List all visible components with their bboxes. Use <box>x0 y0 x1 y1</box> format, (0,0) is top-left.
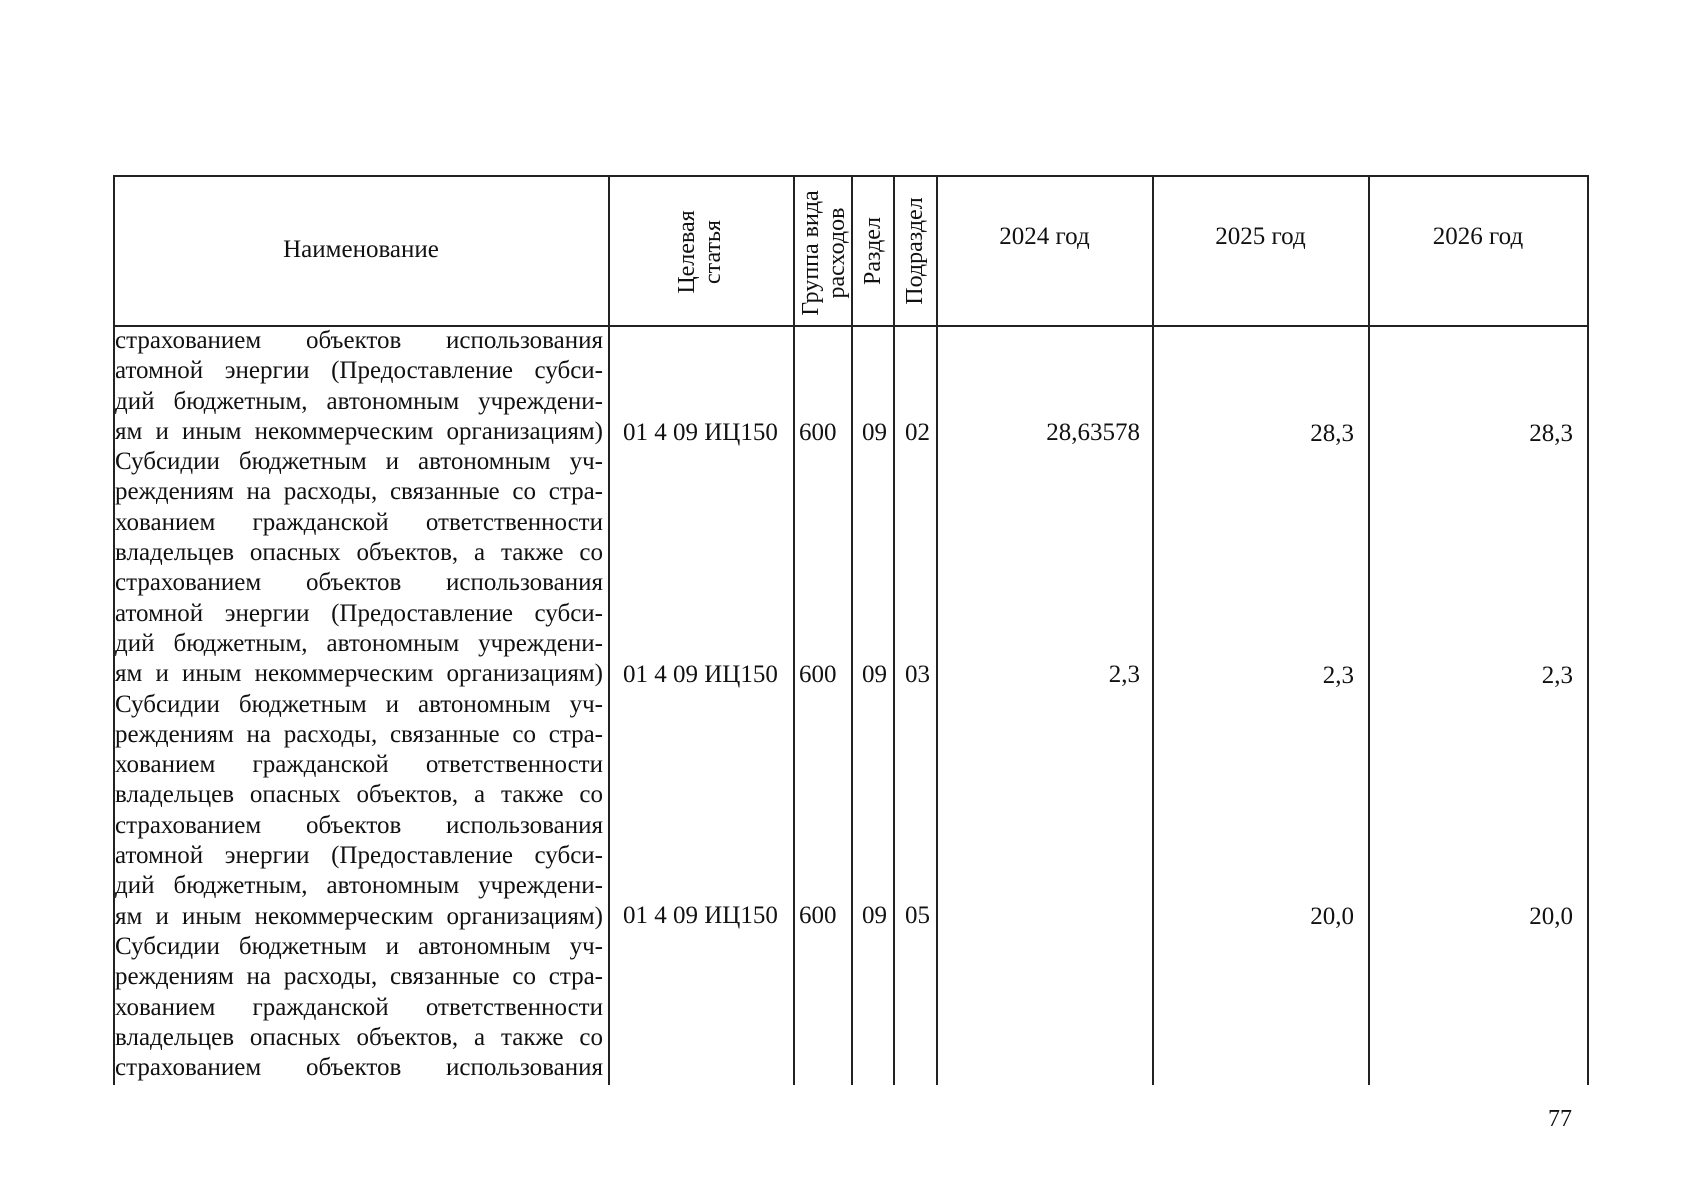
header-2024 <box>937 222 1152 252</box>
name-line: хованием гражданской ответственности <box>115 993 603 1021</box>
header-expense-group <box>796 179 852 327</box>
name-line: Субсидии бюджетным и автономным уч- <box>115 448 603 476</box>
row3-group: 600 <box>799 902 837 929</box>
name-line: страхованием объектов использования <box>115 811 603 839</box>
row2-section: 09 <box>862 661 887 688</box>
row2-2024: 2,3 <box>1108 661 1140 688</box>
name-line: Субсидии бюджетным и автономным уч- <box>115 932 603 960</box>
name-line: страхованием объектов использования <box>115 327 603 354</box>
col-border-right <box>1587 175 1589 1085</box>
name-line: ям и иным некоммерческим организациям) <box>115 902 603 930</box>
page-number: 77 <box>1548 1106 1572 1132</box>
name-line: страхованием объектов использования <box>115 569 603 597</box>
col-border-section <box>893 175 895 1085</box>
row3-target: 01 4 09 ИЦ150 <box>623 902 778 929</box>
header-2026-text: 2026 год <box>1432 223 1524 250</box>
name-line: реждениям на расходы, связанные со стра- <box>115 720 603 748</box>
name-line: владельцев опасных объектов, а также со <box>115 539 603 567</box>
row1-2024: 28,63578 <box>1046 419 1140 446</box>
name-line: дий бюджетным, автономным учреждени- <box>115 872 603 900</box>
row3-section: 09 <box>862 902 887 929</box>
header-section-text: Раздел <box>860 217 886 285</box>
row1-2026: 28,3 <box>1529 420 1573 447</box>
row1-group: 600 <box>799 419 837 446</box>
name-line: реждениям на расходы, связанные со стра- <box>115 963 603 991</box>
name-line: хованием гражданской ответственности <box>115 751 603 779</box>
header-group-line1: Группа вида <box>798 190 824 316</box>
name-line: ям и иным некоммерческим организациям) <box>115 660 603 688</box>
row1-subsection: 02 <box>905 419 930 446</box>
header-target-line1: Целевая <box>674 210 700 294</box>
header-target-article <box>672 178 728 326</box>
name-line: владельцев опасных объектов, а также со <box>115 781 603 809</box>
name-line: страхованием объектов использования <box>115 1054 603 1082</box>
row2-target: 01 4 09 ИЦ150 <box>623 661 778 688</box>
header-2026 <box>1369 222 1587 252</box>
header-2025-text: 2025 год <box>1215 223 1306 250</box>
header-name-text: Наименование <box>283 236 439 263</box>
col-border-2024 <box>1152 175 1154 1085</box>
header-group-line2: расходов <box>824 207 850 299</box>
row3-subsection: 05 <box>905 902 930 929</box>
name-column-text <box>115 326 603 1083</box>
col-border-subsection <box>936 175 938 1085</box>
row2-subsection: 03 <box>905 661 930 688</box>
header-2025 <box>1153 222 1368 252</box>
row1-2025: 28,3 <box>1310 420 1354 447</box>
name-line: реждениям на расходы, связанные со стра- <box>115 478 603 506</box>
row2-group: 600 <box>799 661 837 688</box>
col-border-name <box>608 175 610 1085</box>
name-line: атомной энергии (Предоставление субси- <box>115 599 603 627</box>
name-line: Субсидии бюджетным и автономным уч- <box>115 690 603 718</box>
row3-2025: 20,0 <box>1310 903 1354 930</box>
header-subsection-text: Подраздел <box>902 197 928 305</box>
header-target-line2: статья <box>700 220 726 284</box>
name-line: атомной энергии (Предоставление субси- <box>115 357 603 385</box>
name-line: владельцев опасных объектов, а также со <box>115 1023 603 1051</box>
name-line: атомной энергии (Предоставление субси- <box>115 842 603 870</box>
name-line: хованием гражданской ответственности <box>115 508 603 536</box>
row1-section: 09 <box>862 419 887 446</box>
col-border-2025 <box>1368 175 1370 1085</box>
col-border-target <box>793 175 795 1085</box>
name-line: дий бюджетным, автономным учреждени- <box>115 629 603 657</box>
row1-target: 01 4 09 ИЦ150 <box>623 419 778 446</box>
name-line: дий бюджетным, автономным учреждени- <box>115 387 603 415</box>
name-line: ям и иным некоммерческим организациям) <box>115 417 603 445</box>
row2-2025: 2,3 <box>1322 662 1354 689</box>
header-name <box>114 176 608 324</box>
row2-2026: 2,3 <box>1541 662 1573 689</box>
header-2024-text: 2024 год <box>999 223 1090 250</box>
row3-2026: 20,0 <box>1529 903 1573 930</box>
header-section <box>859 177 887 325</box>
header-subsection <box>901 177 929 325</box>
